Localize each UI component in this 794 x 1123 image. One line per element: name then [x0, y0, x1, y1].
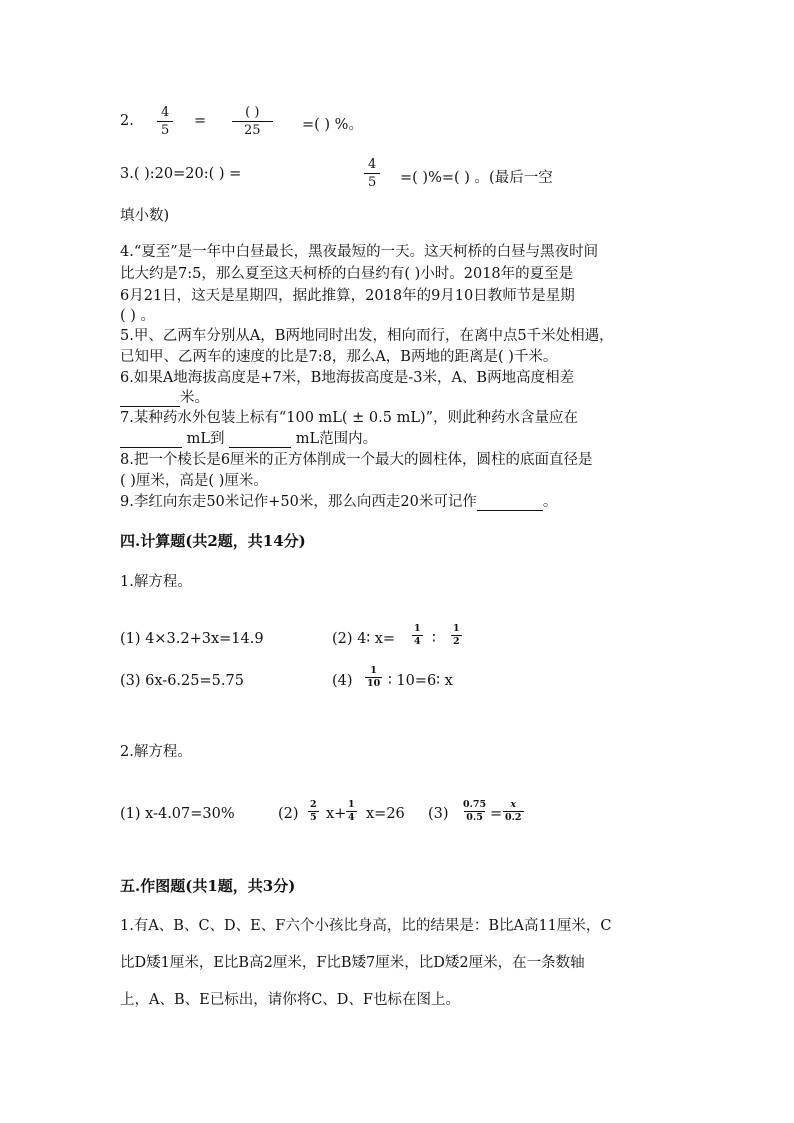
equation-b2-tail: x=26: [366, 806, 405, 822]
q4-line-2: 比大约是7:5，那么夏至这天柯桥的白昼约有( )小时。2018年的夏至是: [120, 266, 574, 282]
q7-tail: mL范围内。: [295, 431, 378, 447]
equation-4-fraction: [365, 666, 382, 688]
q5-line-2: 已知甲、乙两车的速度的比是7:8，那么A，B两地的距离是( )千米。: [120, 349, 558, 365]
equation-b2-fraction-1: [308, 800, 319, 822]
fraction-denominator: 2: [453, 635, 460, 647]
section-4-q2-title: 2.解方程。: [120, 744, 192, 760]
q2-equals: =: [194, 113, 207, 129]
q4-line-4: ( ) 。: [120, 308, 156, 324]
equation-b2-fraction-2: [346, 800, 357, 822]
equation-3: (3) 6x-6.25=5.75: [120, 673, 244, 689]
fraction-denominator: 25: [232, 121, 273, 137]
equation-4-tail: ∶ 10=6∶ x: [388, 673, 453, 689]
equation-2-prefix: (2) 4∶ x=: [332, 631, 396, 647]
fraction-denominator: 10: [367, 677, 381, 689]
section-5-line-1: 1.有A、B、C、D、E、F六个小孩比身高，比的结果是：B比A高11厘米，C: [120, 918, 612, 934]
section-5-line-3: 上，A、B、E已标出，请你将C、D、F也标在图上。: [120, 992, 460, 1008]
equation-2-fraction-2: [451, 624, 462, 646]
answer-blank[interactable]: [229, 433, 291, 448]
equation-4-prefix: (4): [332, 673, 353, 689]
q9-text: 9.李红向东走50米记作+50米，那么向西走20米可记作: [120, 494, 477, 510]
fraction-denominator: 5: [157, 121, 173, 137]
fraction-denominator: 0.5: [466, 811, 483, 823]
fraction-numerator: 4: [161, 105, 170, 120]
q6-line-1: 6.如果A地海拔高度是+7米，B地海拔高度是-3米，A、B两地高度相差: [120, 370, 575, 386]
fraction-numerator: 1: [414, 623, 421, 634]
fraction-numerator: 1: [348, 799, 355, 810]
q6-unit: 米。: [180, 390, 209, 406]
q3-fraction: [364, 158, 380, 189]
fraction-numerator: 0.75: [463, 799, 487, 810]
fraction-numerator: ( ): [245, 105, 260, 120]
equation-b1: (1) x-4.07=30%: [120, 806, 235, 822]
equation-1: (1) 4×3.2+3x=14.9: [120, 631, 264, 647]
q3-part1: 3.( ):20=20:( ) =: [120, 166, 242, 182]
equation-b2-prefix: (2): [278, 806, 299, 822]
fraction-denominator: 5: [364, 173, 380, 189]
fraction-numerator: 1: [370, 665, 377, 676]
fraction-numerator: x: [510, 799, 517, 810]
answer-blank[interactable]: [120, 392, 180, 407]
answer-blank[interactable]: [120, 433, 182, 448]
fraction-denominator: 4: [414, 635, 421, 647]
q9-line: [120, 490, 557, 511]
equation-b3-prefix: (3): [428, 806, 449, 822]
fraction-numerator: 2: [310, 799, 317, 810]
section-5-title: 五.作图题(共1题，共3分): [120, 877, 296, 895]
equation-b2-mid: x+: [326, 806, 347, 822]
q3-part2: =( )%=( ) 。(最后一空: [400, 170, 553, 186]
section-5-line-2: 比D矮1厘米，E比B高2厘米，F比B矮7厘米，比D矮2厘米，在一条数轴: [120, 955, 585, 971]
fraction-numerator: 4: [368, 157, 377, 172]
answer-blank[interactable]: [477, 496, 543, 511]
fraction-denominator: 0.2: [505, 811, 522, 823]
equation-2-fraction-1: [412, 624, 423, 646]
equation-b3-fraction-1: [461, 800, 488, 822]
q7-line-1: 7.某种药水外包装上标有“100 mL( ± 0.5 mL)”，则此种药水含量应在: [120, 410, 579, 426]
q8-line-1: 8.把一个棱长是6厘米的正方体削成一个最大的圆柱体，圆柱的底面直径是: [120, 452, 593, 468]
equation-b3-fraction-2: [503, 800, 524, 822]
section-4-q1-title: 1.解方程。: [120, 574, 192, 590]
q4-line-3: 6月21日，这天是星期四，据此推算，2018年的9月10日教师节是星期: [120, 288, 575, 304]
q2-fraction-2: [232, 106, 273, 137]
fraction-denominator: 4: [348, 811, 355, 823]
q2-fraction-1: [157, 106, 173, 137]
q6-line-2: [120, 386, 209, 407]
q7-line-2: [120, 427, 377, 448]
q3-line2: 填小数): [120, 208, 170, 224]
q2-number: 2.: [120, 113, 134, 129]
q2-tail: =( ) %。: [302, 117, 363, 133]
fraction-denominator: 5: [310, 811, 317, 823]
q5-line-1: 5.甲、乙两车分别从A，B两地同时出发，相向而行，在离中点5千米处相遇，: [120, 328, 614, 344]
equation-b3-equals: =: [490, 806, 503, 822]
q8-line-2: ( )厘米，高是( )厘米。: [120, 473, 268, 489]
q4-line-1: 4.“夏至”是一年中白昼最长，黑夜最短的一天。这天柯桥的白昼与黑夜时间: [120, 244, 599, 260]
fraction-numerator: 1: [453, 623, 460, 634]
equation-2-colon: ∶: [432, 631, 436, 647]
q7-mid: mL到: [186, 431, 225, 447]
q9-tail: 。: [542, 494, 558, 510]
section-4-title: 四.计算题(共2题，共14分): [120, 532, 306, 550]
